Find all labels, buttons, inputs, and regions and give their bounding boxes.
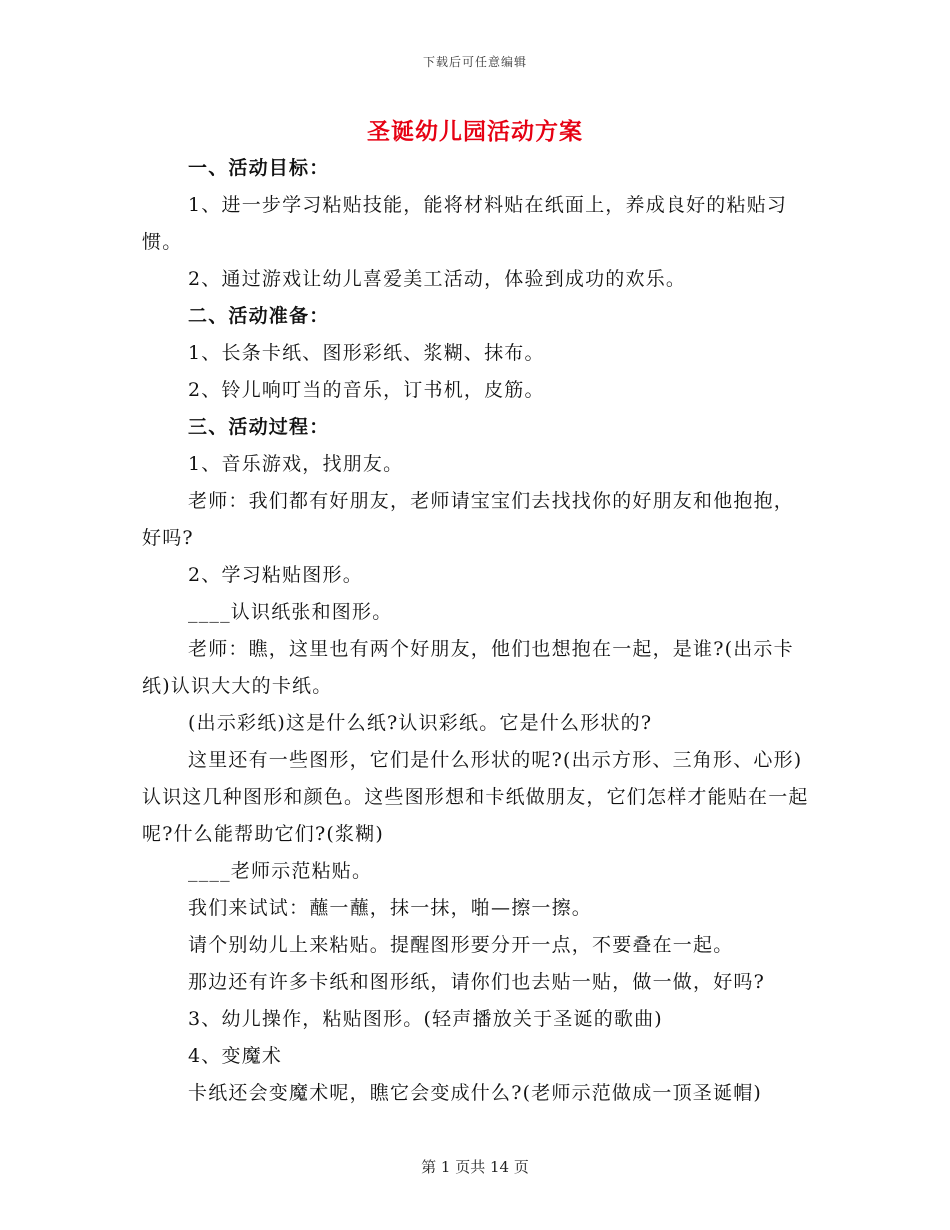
paragraph: 2、学习粘贴图形。 [188,564,363,586]
paragraph: 请个别幼儿上来粘贴。提醒图形要分开一点，不要叠在一起。 [188,934,734,956]
header-note: 下载后可任意编辑 [422,55,527,69]
section-heading: 一、活动目标： [188,157,330,179]
paragraph: 卡纸还会变魔术呢，瞧它会变成什么?(老师示范做成一顶圣诞帽) [188,1082,763,1104]
paragraph: 老师：我们都有好朋友，老师请宝宝们去找找你的好朋友和他抱抱，好吗? [142,490,795,549]
paragraph: 2、通过游戏让幼儿喜爱美工活动，体验到成功的欢乐。 [188,268,687,290]
paragraph: (出示彩纸)这是什么纸?认识彩纸。它是什么形状的? [188,712,653,734]
paragraph: 3、幼儿操作，粘贴图形。(轻声播放关于圣诞的歌曲) [188,1008,663,1030]
document-body [142,150,810,1112]
section-heading: 二、活动准备： [188,305,330,327]
paragraph: 老师：瞧，这里也有两个好朋友，他们也想抱在一起，是谁?(出示卡纸)认识大大的卡纸。 [142,638,794,697]
page-number: 第 1 页共 14 页 [421,1158,529,1176]
paragraph: 那边还有许多卡纸和图形纸，请你们也去贴一贴，做一做，好吗? [188,971,765,993]
paragraph: 1、进一步学习粘贴技能，能将材料贴在纸面上，养成良好的粘贴习惯。 [142,194,788,253]
paragraph: 4、变魔术 [188,1045,283,1067]
paragraph: 1、长条卡纸、图形彩纸、浆糊、抹布。 [188,342,545,364]
paragraph: ____老师示范粘贴。 [188,860,373,882]
section-heading: 三、活动过程： [188,416,330,438]
paragraph: 1、音乐游戏，找朋友。 [188,453,404,475]
paragraph: 2、铃儿响叮当的音乐，订书机，皮筋。 [188,379,545,401]
paragraph: ____认识纸张和图形。 [188,601,393,623]
paragraph: 这里还有一些图形，它们是什么形状的呢?(出示方形、三角形、心形)认识这几种图形和颜色。这些图形想和卡纸做朋友，它们怎样才能贴在一起呢?什么能帮助它们?(浆糊) [142,749,809,845]
paragraph: 我们来试试：蘸一蘸，抹一抹，啪—擦一擦。 [188,897,593,919]
document-title: 圣诞幼儿园活动方案 [367,118,583,145]
